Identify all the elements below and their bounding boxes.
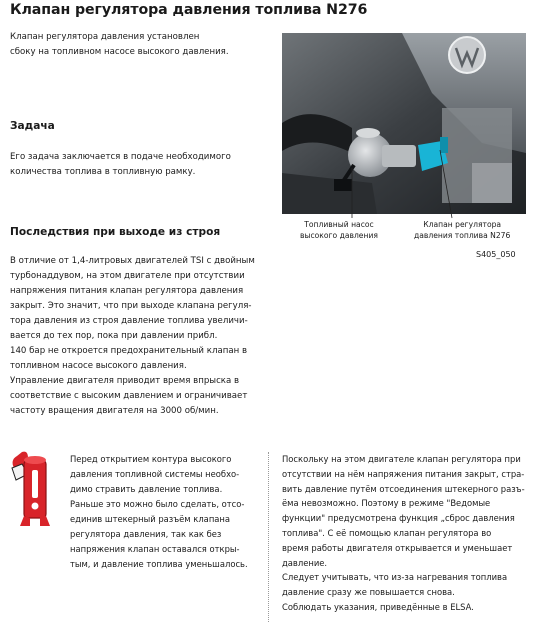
column-divider [268,452,269,622]
warning-text: Перед открытием контура высокого давления топливной системы необхо- димо стравить давление топлива. Раньше это можно было сделать, отсо- единив штекерный разъём клапана регулятора давления, так как без напряжения клапан оставался откры- тым, и давление топлива уменьшалось. [70,454,248,569]
failure-text: В отличие от 1,4-литровых двигателей TSI с двойным турбонаддувом, на этом двигателе при отсутствии напряжения питания клапан регулятора давления закрыт. Это значит, что при выходе клапана регуля- тора давления из строя давление топлива увеличи- вается до тех пор, пока при давлении прибл. 140 бар не откроется предохранительный клапан в топливном насосе высокого давления. Управление двигателя приводит время впрыска в соответствие с высоким давлением и ограничивает частоту вращения двигателя на 3000 об/мин. [10,256,255,416]
page-title: Клапан регулятора давления топлива N276 [10,2,368,18]
intro-text: Клапан регулятора давления установлен сбоку на топливном насосе высокого давления. [10,32,229,57]
warning-figure-icon [8,450,56,528]
task-heading: Задача [10,120,55,132]
caption-pressure-valve: Клапан регулятора давления топлива N276 [414,220,511,240]
note-text: Поскольку на этом двигателе клапан регулятора при отсутствии на нём напряжения питания закрыт, стра- вить давление путём отсоединения штекерного разъ- ёма невозможно. Поэтому в режиме "Ведомые функции" предусмотрена функция „сброс давления топлива". С её помощью клапан регулятора во время работы двигателя открывается и уменьшает давление. Следует учитывать, что из-за нагревания топлива давление сразу же повышается снова. Соблюдать указания, приведённые в ELSA. [282,454,525,612]
caption-fuel-pump: Топливный насос высокого давления [300,220,378,240]
task-text: Его задача заключается в подаче необходимого количества топлива в топливную рамку. [10,152,231,177]
figure-id: S405_050 [476,250,516,259]
failure-heading: Последствия при выходе из строя [10,226,221,238]
caption-leader-lines [282,150,526,220]
